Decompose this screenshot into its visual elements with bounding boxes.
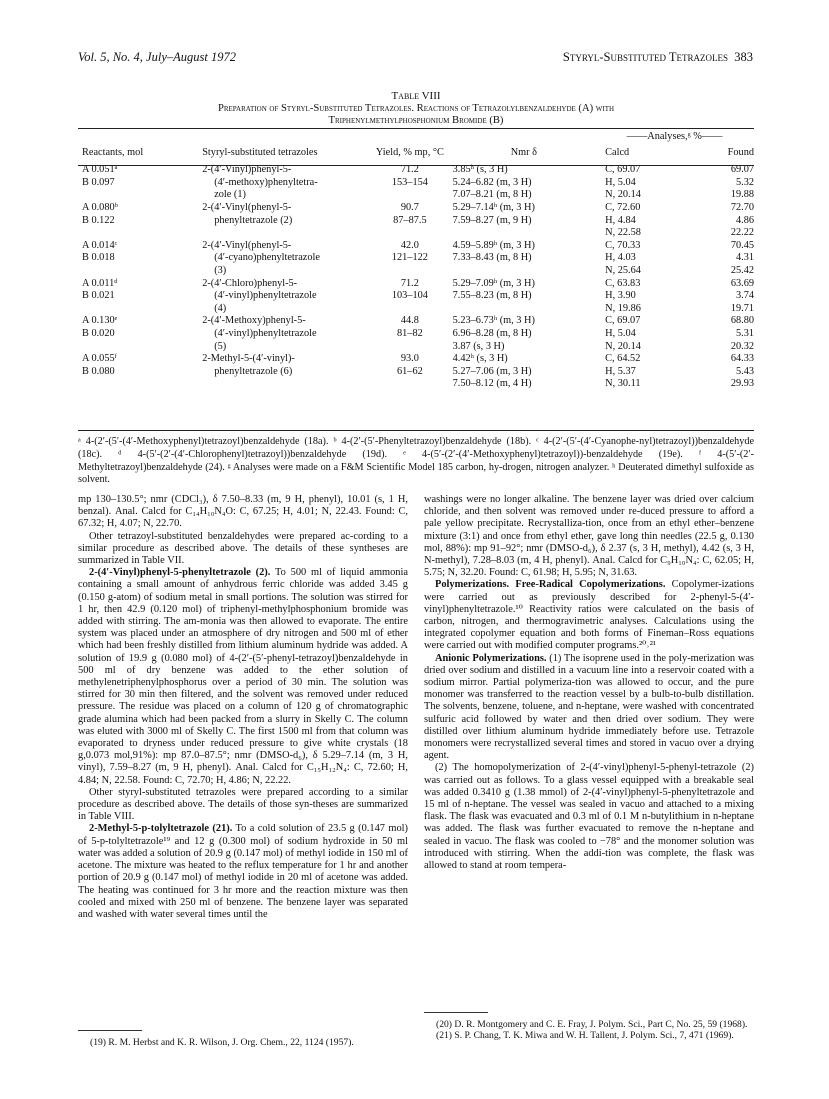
paragraph-text: Other styryl-substituted tetrazoles were prepared according to a similar procedure as described above. The details of those syn-theses are summarized in Table VIII. xyxy=(78,786,408,823)
paragraph xyxy=(424,762,754,872)
yield-cell: 87–87.5 xyxy=(393,214,427,226)
found-cell: 70.45 xyxy=(730,239,754,251)
paragraph xyxy=(78,567,408,787)
nmr-cell: 3.85ʰ (s, 3 H) xyxy=(452,164,508,176)
calcd-cell: H, 4.03 xyxy=(605,252,636,264)
reference-footnote: (19) R. M. Herbst and K. R. Wilson, J. Org. Chem., 22, 1124 (1957). xyxy=(90,1037,354,1048)
found-cell: 4.31 xyxy=(735,252,754,264)
found-header: Found xyxy=(727,146,754,158)
table-row xyxy=(78,189,754,202)
calcd-cell: C, 69.07 xyxy=(605,315,641,327)
reactants-cell: B 0.018 xyxy=(82,252,115,264)
yield-cell: 42.0 xyxy=(400,239,419,251)
table-title-line-2: Triphenylmethylphosphonium Bromide (B) xyxy=(328,115,504,126)
yield-cell: 81–82 xyxy=(397,327,423,339)
reactants-cell: B 0.122 xyxy=(82,214,115,226)
calcd-cell: N, 20.14 xyxy=(605,189,641,201)
reactants-cell: B 0.020 xyxy=(82,327,115,339)
table-body xyxy=(78,162,754,391)
nmr-cell: 5.27–7.06 (m, 3 H) xyxy=(452,365,532,377)
table-row xyxy=(78,366,754,379)
nmr-cell xyxy=(453,227,596,240)
yield-cell: 44.8 xyxy=(400,315,419,327)
footnote-rule-left xyxy=(78,1030,142,1031)
table-header-rule xyxy=(78,165,754,166)
yield-cell xyxy=(367,265,453,278)
table-row xyxy=(78,353,754,366)
found-cell: 25.42 xyxy=(730,264,754,276)
found-cell: 5.32 xyxy=(735,176,754,188)
preparation-table xyxy=(78,131,754,391)
calcd-cell: H, 5.04 xyxy=(605,327,636,339)
found-cell: 72.70 xyxy=(730,201,754,213)
calcd-cell: C, 70.33 xyxy=(605,239,641,251)
nmr-cell: 5.29–7.09ʰ (m, 3 H) xyxy=(452,277,535,289)
nmr-cell: 5.24–6.82 (m, 3 H) xyxy=(452,176,532,188)
tetrazole-cell: zole (1) xyxy=(214,189,246,201)
paragraph xyxy=(424,494,754,579)
nmr-cell: 7.59–8.27 (m, 9 H) xyxy=(452,214,532,226)
reactants-cell: A 0.014ᶜ xyxy=(82,239,118,251)
found-cell: 69.07 xyxy=(730,164,754,176)
tetrazole-cell: 2-(4′-Chloro)phenyl-5- xyxy=(202,277,298,289)
found-cell: 5.43 xyxy=(735,365,754,377)
calcd-header: Calcd xyxy=(605,146,630,158)
calcd-cell: N, 22.58 xyxy=(605,227,641,239)
table-row xyxy=(78,378,754,391)
paragraph xyxy=(424,653,754,763)
tetrazole-cell: 2-(4′-Vinyl(phenyl-5- xyxy=(202,201,292,213)
paragraph-text: To a cold solution of 23.5 g (0.147 mol) of 5-p-tolyltetrazole¹⁹ and 12 g (0.300 mol) of sodium hydroxide in 50 ml water was added a solution of 20.9 g (0.147 mol) of methyl iodide in 150 ml of acetone. The mixture was heated to the reflux temperature for 1 hr and another portion of 20.9 g (0.147 mol) of methyl iodide in 20 ml of acetone was added. The heating was continued for 3 hr more and the reaction mixture was then cooled and mixed with 250 ml of benzene. The benzene layer was separated and washed with water several times until the xyxy=(78,823,408,920)
yield-cell: 121–122 xyxy=(391,252,428,264)
journal-issue: Vol. 5, No. 4, July–August 1972 xyxy=(78,50,236,64)
reactants-cell xyxy=(78,227,202,240)
nmr-cell: 7.55–8.23 (m, 8 H) xyxy=(452,290,532,302)
table-footnotes: ᵃ 4-(2′-(5′-(4′-Methoxyphenyl)tetrazoyl)benzaldehyde (18a). ᵇ 4-(2′-(5′-Phenyltetrazoyl)benzaldehyde (18b). ᶜ 4-(2′-(5′-(4′-Cyanophe-nyl)tetrazoyl))benzaldehyde (18c). ᵈ 4-(5′-(2′-(4′-Chlorophenyl)tetrazoyl))benzaldehyde (19d). ᵉ 4-(5′-(2′-(4′-Methoxyphenyl)tetrazoyl))-benzaldehyde (19e). ᶠ 4-(5′-(2′-Methyltetrazoyl)benzaldehyde (24). ᵍ Analyses were made on a F&M Scientific Model 185 carbon, hy-drogen, nitrogen analyzer. ʰ Deuterated dimethyl sulfoxide as solvent. xyxy=(78,436,754,486)
page-number: 383 xyxy=(734,50,753,64)
calcd-cell: H, 5.04 xyxy=(605,176,636,188)
yield-cell xyxy=(367,189,453,202)
nmr-cell: 3.87 (s, 3 H) xyxy=(452,340,505,352)
paragraph xyxy=(78,823,408,921)
paragraph xyxy=(424,579,754,652)
reactants-cell: A 0.130ᵉ xyxy=(82,315,118,327)
nmr-cell: 7.50–8.12 (m, 4 H) xyxy=(452,378,532,390)
calcd-cell: C, 72.60 xyxy=(605,201,641,213)
reactants-cell xyxy=(78,189,202,202)
found-cell: 22.22 xyxy=(730,227,754,239)
footnote-rule-right xyxy=(424,1012,488,1013)
paragraph-text: (1) The isoprene used in the poly-merization was dried over sodium and distilled in a vacuum line into a reservoir coated with a sodium mirror. Partial polymeriza-tion was allowed to occur, and the pure monomer was transferred to the reaction vessel by a bulb-to-bulb distillation. The solvents, benzene, toluene, and n-heptane, were washed with concentrated sulfuric acid followed by water and then dried over sodium. They were distilled over lithium aluminum hydride immediately before use. Tetrazole monomers were recrystallized several times and stored in vacuo over a drying agent. xyxy=(424,652,754,762)
page-header-right xyxy=(563,50,753,65)
found-cell: 68.80 xyxy=(730,315,754,327)
yield-cell: 90.7 xyxy=(400,201,419,213)
tetrazole-cell xyxy=(202,378,367,391)
yield-cell: 93.0 xyxy=(400,353,419,365)
tetrazole-cell xyxy=(202,227,367,240)
table-bottom-rule xyxy=(78,430,754,431)
yield-cell: 153–154 xyxy=(391,176,428,188)
nmr-cell: 7.33–8.43 (m, 8 H) xyxy=(452,252,532,264)
calcd-cell: N, 25.64 xyxy=(605,264,641,276)
tetrazole-cell: 2-(4′-Methoxy)phenyl-5- xyxy=(202,315,306,327)
tetrazole-cell: phenyltetrazole (6) xyxy=(214,365,293,377)
found-cell: 29.93 xyxy=(730,378,754,390)
found-cell: 63.69 xyxy=(730,277,754,289)
article-short-title: Styryl-Substituted Tetrazoles xyxy=(562,50,728,64)
table-top-rule xyxy=(78,128,754,129)
yield-header: Yield, % mp, °C xyxy=(375,146,444,158)
found-cell: 19.71 xyxy=(730,302,754,314)
nmr-cell: 5.23–6.73ʰ (m, 3 H) xyxy=(452,315,535,327)
table-row xyxy=(78,265,754,278)
calcd-cell: H, 4.84 xyxy=(605,214,636,226)
tetrazole-cell: (4′-methoxy)phenyltetra- xyxy=(214,176,318,188)
body-column-right xyxy=(424,494,754,872)
table-row xyxy=(78,290,754,303)
paragraph-text: (2) The homopolymerization of 2-(4′-vinyl)phenyl-5-phenyl-tetrazole (2) was carried out as follows. To a glass vessel equipped with a breakable seal was added 0.3410 g (1.38 mmol) of 2-(4′-vinyl)phenyl-5-phenyltetrazole and 15 ml of n-heptane. The vessel was sealed in vacuo and attached to a mixing flask. The flask was evacuated and 0.3 ml of 0.1 M n-butylithium in n-heptane was added. The flask was further evacuated to remove the n-heptane and sealed in vacuo. The flask was cooled to −78° and the monomer solution was introduced with stirring. When the addi-tion was complete, the flask was allowed to stand at room tempera- xyxy=(424,762,754,872)
reactants-cell xyxy=(78,341,202,354)
table-caption xyxy=(78,90,754,128)
reactants-cell: B 0.097 xyxy=(82,176,115,188)
found-cell: 20.32 xyxy=(730,340,754,352)
yield-cell xyxy=(367,303,453,316)
paragraph-text: To 500 ml of liquid ammonia containing a small amount of anhydrous ferric chloride was added 3.45 g (0.150 g-atom) of sodium metal in small portions. The solution was stirred for 1 hr, then 42.9 (0.120 mol) of triphenyl-methylphosphonium bromide was added with stirring. The am-monia was then allowed to evaporate. The entire system was placed under an atmosphere of dry nitrogen and 500 ml of ether which had been freshly distilled from lithium aluminum hydride was added. A solution of 19.9 g (0.080 mol) of 4-(2′-(5′-phenyl-tetrazoyl)benzaldehyde in 500 ml of dry benzene was added to the ether solution of methylenetriphenylphosphorus over a period of 30 min. The solution was stirred for 30 min then filtered, and the solvent was removed under reduced pressure. The residue was placed on a column of 120 g of chromatographic grade alumina which had been packed from a slurry in Skelly C. The column was eluted with 3000 ml of Skelly C. The first 1500 ml from that column was evaporated to dryness under reduced pressure to give white crystals (18 g,0.073 mol,91%): mp 87.0–87.5°; nmr (DMSO-d₆), δ 5.29–7.14 (m, 3 H, vinyl), 7.59–8.27 (m, 9 H, phenyl). Anal. Calcd for C₁₅H₁₂N₄: C, 72.60; H, 4.84; N, 22.58. Found: C, 72.70; H, 4.86; N, 22.22. xyxy=(78,567,408,786)
reactants-cell: A 0.080ᵇ xyxy=(82,201,118,213)
paragraph xyxy=(78,494,408,531)
footnotes-left xyxy=(78,1037,408,1048)
table-row xyxy=(78,252,754,265)
reference-footnote: (20) D. R. Montgomery and C. E. Fray, J. Polym. Sci., Part C, No. 25, 59 (1968). xyxy=(436,1019,748,1030)
tetrazole-cell: 2-(4′-Vinyl)phenyl-5- xyxy=(202,164,292,176)
body-column-left xyxy=(78,494,408,921)
nmr-cell: 7.07–8.21 (m, 8 H) xyxy=(452,189,532,201)
table-row xyxy=(78,341,754,354)
paragraph-heading: Anionic Polymerizations. xyxy=(435,652,547,664)
paragraph xyxy=(78,787,408,824)
analyses-header: ——Analyses,ᵍ %—— xyxy=(626,131,723,142)
yield-cell: 71.2 xyxy=(400,277,419,289)
calcd-cell: N, 30.11 xyxy=(605,378,641,390)
table-row xyxy=(78,227,754,240)
reactants-cell: A 0.051ᵃ xyxy=(82,164,118,176)
nmr-cell xyxy=(453,265,596,278)
yield-cell xyxy=(367,227,453,240)
paragraph-text: mp 130–130.5°; nmr (CDCl₃), δ 7.50–8.33 (m, 9 H, phenyl), 10.01 (s, 1 H, benzal). Anal. Calcd for C₁₄H₁₀N₄O: C, 67.25; H, 4.01; N, 22.43. Found: C, 67.32; H, 4.07; N, 22.70. xyxy=(78,494,408,530)
paragraph-text: Copolymer-izations were carried out as previously described for 2-phenyl-5-(4′-vinyl)phenyltetrazole.¹⁰ Reactivity ratios were calculated on the basis of carbon, nitrogen, and thermogravimetric analyses. Calculations using the integrated copolymer equation and both forms of Fineman–Ross equations were carried out with modified computer programs.²⁰˒²¹ xyxy=(424,579,754,652)
table-row xyxy=(78,303,754,316)
reactants-header: Reactants, mol xyxy=(82,146,144,158)
table-row xyxy=(78,177,754,190)
paragraph-heading: 2-(4′-Vinyl)phenyl-5-phenyltetrazole (2). xyxy=(89,567,271,579)
reactants-cell: A 0.011ᵈ xyxy=(82,277,118,289)
tetrazole-cell: (4′-vinyl)phenyltetrazole xyxy=(214,327,317,339)
tetrazole-cell: (4) xyxy=(214,302,227,314)
table-label: Table VIII xyxy=(391,90,441,102)
found-cell: 64.33 xyxy=(730,353,754,365)
tetrazole-cell: 2-(4′-Vinyl(phenyl-5- xyxy=(202,239,292,251)
paragraph-text: Other tetrazoyl-substituted benzaldehydes were prepared ac-cording to a similar procedure as described above. The details of these syntheses are summarized in Table VII. xyxy=(78,530,408,567)
found-cell: 4.86 xyxy=(735,214,754,226)
found-cell: 5.31 xyxy=(735,327,754,339)
nmr-cell: 4.59–5.89ʰ (m, 3 H) xyxy=(452,239,535,251)
found-cell: 19.88 xyxy=(730,189,754,201)
table-row xyxy=(78,278,754,291)
tetrazole-cell: (3) xyxy=(214,264,227,276)
tetrazole-cell: (4′-vinyl)phenyltetrazole xyxy=(214,290,317,302)
yield-cell xyxy=(367,341,453,354)
table-row xyxy=(78,215,754,228)
nmr-cell: 5.29–7.14ʰ (m, 3 H) xyxy=(452,201,535,213)
tetrazoles-header: Styryl-substituted tetrazoles xyxy=(202,146,318,158)
tetrazole-cell: (5) xyxy=(214,340,227,352)
yield-cell: 71.2 xyxy=(400,164,419,176)
table-row xyxy=(78,240,754,253)
reactants-cell xyxy=(78,303,202,316)
tetrazole-cell: 2-Methyl-5-(4′-vinyl)- xyxy=(202,353,295,365)
tetrazole-cell: phenyltetrazole (2) xyxy=(214,214,293,226)
paragraph xyxy=(78,531,408,568)
found-cell: 3.74 xyxy=(735,290,754,302)
nmr-cell: 4.42ʰ (s, 3 H) xyxy=(452,353,508,365)
paragraph-heading: 2-Methyl-5-p-tolyltetrazole (21). xyxy=(89,823,233,835)
paragraph-heading: Polymerizations. Free-Radical Copolymerizations. xyxy=(435,579,666,591)
table-row xyxy=(78,315,754,328)
table-title-line-1: Preparation of Styryl-Substituted Tetrazoles. Reactions of Tetrazolylbenzaldehyde (A) with xyxy=(217,102,615,114)
reactants-cell xyxy=(78,378,202,391)
tetrazole-cell: (4′-cyano)phenyltetrazole xyxy=(214,252,320,264)
calcd-cell: C, 63.83 xyxy=(605,277,641,289)
yield-cell xyxy=(367,378,453,391)
yield-cell: 103–104 xyxy=(391,290,428,302)
nmr-cell: 6.96–8.28 (m, 8 H) xyxy=(452,327,532,339)
reference-footnote: (21) S. P. Chang, T. K. Miwa and W. H. Tallent, J. Polym. Sci., 7, 471 (1969). xyxy=(436,1030,734,1042)
calcd-cell: C, 69.07 xyxy=(605,164,641,176)
yield-cell: 61–62 xyxy=(397,365,423,377)
table-row xyxy=(78,328,754,341)
nmr-cell xyxy=(453,303,596,316)
calcd-cell: H, 5.37 xyxy=(605,365,636,377)
reactants-cell xyxy=(78,265,202,278)
calcd-cell: N, 19.86 xyxy=(605,302,641,314)
running-head xyxy=(78,50,753,66)
calcd-cell: C, 64.52 xyxy=(605,353,641,365)
nmr-header: Nmr δ xyxy=(510,146,538,158)
footnotes-right xyxy=(424,1019,754,1042)
reactants-cell: B 0.021 xyxy=(82,290,115,302)
table-row xyxy=(78,202,754,215)
calcd-cell: N, 20.14 xyxy=(605,340,641,352)
paragraph-text: washings were no longer alkaline. The benzene layer was dried over calcium chloride, and then solvent was removed under re-duced pressure to afford a pale yellow precipitate. Recrystalliza-tion, once from an ethyl ether–benzene mixture (3:1) and once from ethyl ether, gave long thin needles (22.5 g, 0.130 mol, 88%): mp 91–92°; nmr (DMSO-d₆), δ 2.37 (s, 3 H, methyl), 4.42 (s, 3 H, N-methyl), 7.28–8.03 (m, 4 H, phenyl). Anal. Calcd for C₉H₁₀N₄: C, 62.05; H, 5.75; N, 32.20. Found: C, 61.98; H, 5.95; N, 31.63. xyxy=(424,494,754,579)
reactants-cell: A 0.055ᶠ xyxy=(82,353,117,365)
reactants-cell: B 0.080 xyxy=(82,365,115,377)
calcd-cell: H, 3.90 xyxy=(605,290,636,302)
